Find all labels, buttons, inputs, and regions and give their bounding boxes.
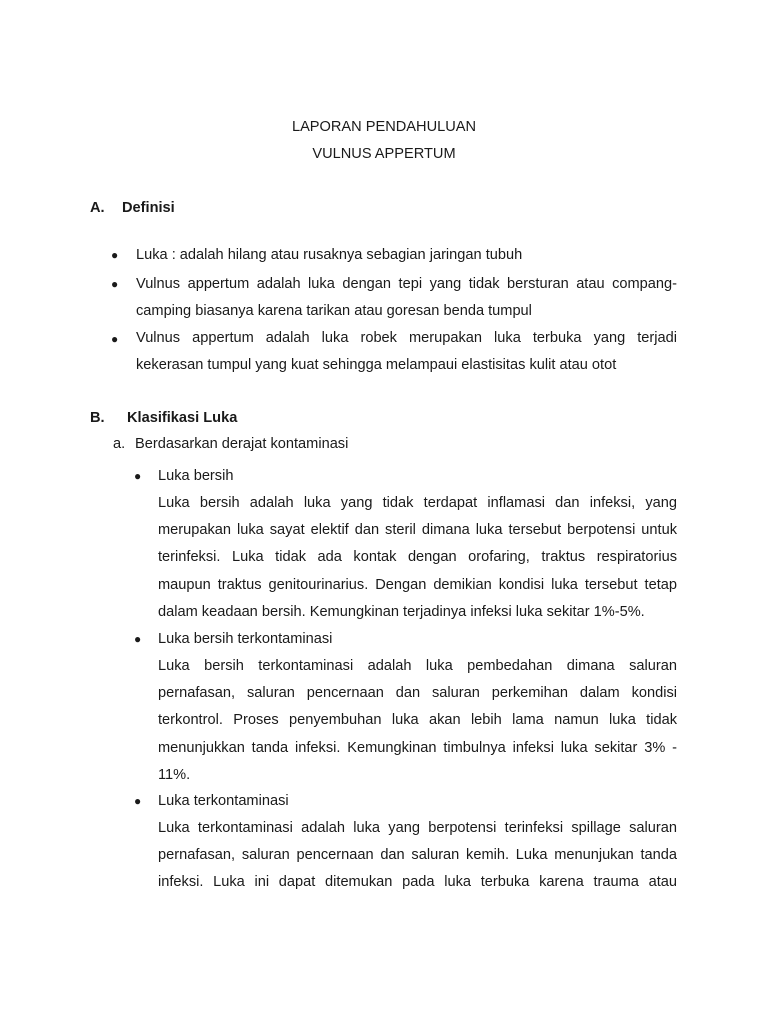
bullet-icon: ● [134,632,142,646]
classification-item-description [158,653,677,789]
paragraph-line: dalam keadaan bersih. Kemungkinan terjadinya infeksi luka sekitar 1%-5%. [158,603,645,620]
section-b-letter: B. [90,410,105,426]
bullet-icon: ● [134,794,142,808]
paragraph-line: Luka terkontaminasi adalah luka yang berpotensi terinfeksi spillage saluran [158,820,677,836]
section-b-title: Klasifikasi Luka [127,410,238,426]
definition-bullet-3 [136,325,677,379]
paragraph-line: pernafasan, saluran pencernaan dan saluran kemih. Luka menunjukan tanda [158,847,677,864]
classification-item-title: Luka bersih [158,468,234,484]
paragraph-line: terinfeksi. Luka tidak ada kontak dengan orofaring, traktus respiratorius [158,549,677,566]
bullet-line: Vulnus appertum adalah luka dengan tepi yang tidak bersturan atau compang- [136,276,677,292]
bullet-line: Luka : adalah hilang atau rusaknya sebagian jaringan tubuh [136,247,523,263]
classification-item-description [158,815,677,897]
bullet-line: camping biasanya karena tarikan atau goresan benda tumpul [136,303,532,320]
paragraph-line: merupakan luka sayat elektif dan steril dimana luka tersebut berpotensi untuk [158,522,677,539]
section-a-letter: A. [90,200,105,216]
paragraph-line: menunjukkan tanda infeksi. Kemungkinan timbulnya infeksi luka sekitar 3% - [158,739,677,756]
section-a-title: Definisi [122,200,175,216]
bullet-line: kekerasan tumpul yang kuat sehingga melampaui elastisitas kulit atau otot [136,357,617,374]
paragraph-line: maupun traktus genitourinarius. Dengan demikian kondisi luka tersebut tetap [158,576,677,593]
paragraph-line: Luka bersih adalah luka yang tidak terdapat inflamasi dan infeksi, yang [158,495,677,511]
subsection-a [113,436,348,452]
paragraph-line: Luka bersih terkontaminasi adalah luka pembedahan dimana saluran [158,658,677,674]
section-b-heading [90,410,237,426]
subsection-a-text: Berdasarkan derajat kontaminasi [135,436,349,452]
subsection-a-label: a. [113,436,126,452]
paragraph-line: 11%. [158,766,191,783]
definition-bullet-2 [136,271,677,325]
document-subtitle: VULNUS APPERTUM [312,146,456,162]
bullet-icon: ● [111,248,119,262]
classification-item-title: Luka terkontaminasi [158,793,289,809]
paragraph-line: infeksi. Luka ini dapat ditemukan pada luka terbuka karena trauma atau [158,874,677,891]
document-title: LAPORAN PENDAHULUAN [291,119,477,135]
classification-item-title: Luka bersih terkontaminasi [158,631,333,647]
paragraph-line: pernafasan, saluran pencernaan dan saluran perkemihan dalam kondisi [158,685,677,702]
section-a-heading [90,200,175,216]
paragraph-line: terkontrol. Proses penyembuhan luka akan lebih lama namun luka tidak [158,712,677,729]
definition-bullet-1 [136,242,677,269]
bullet-icon: ● [134,469,142,483]
bullet-icon: ● [111,277,119,291]
bullet-icon: ● [111,332,119,346]
classification-item-description [158,490,677,626]
bullet-line: Vulnus appertum adalah luka robek merupakan luka terbuka yang terjadi [136,330,677,346]
